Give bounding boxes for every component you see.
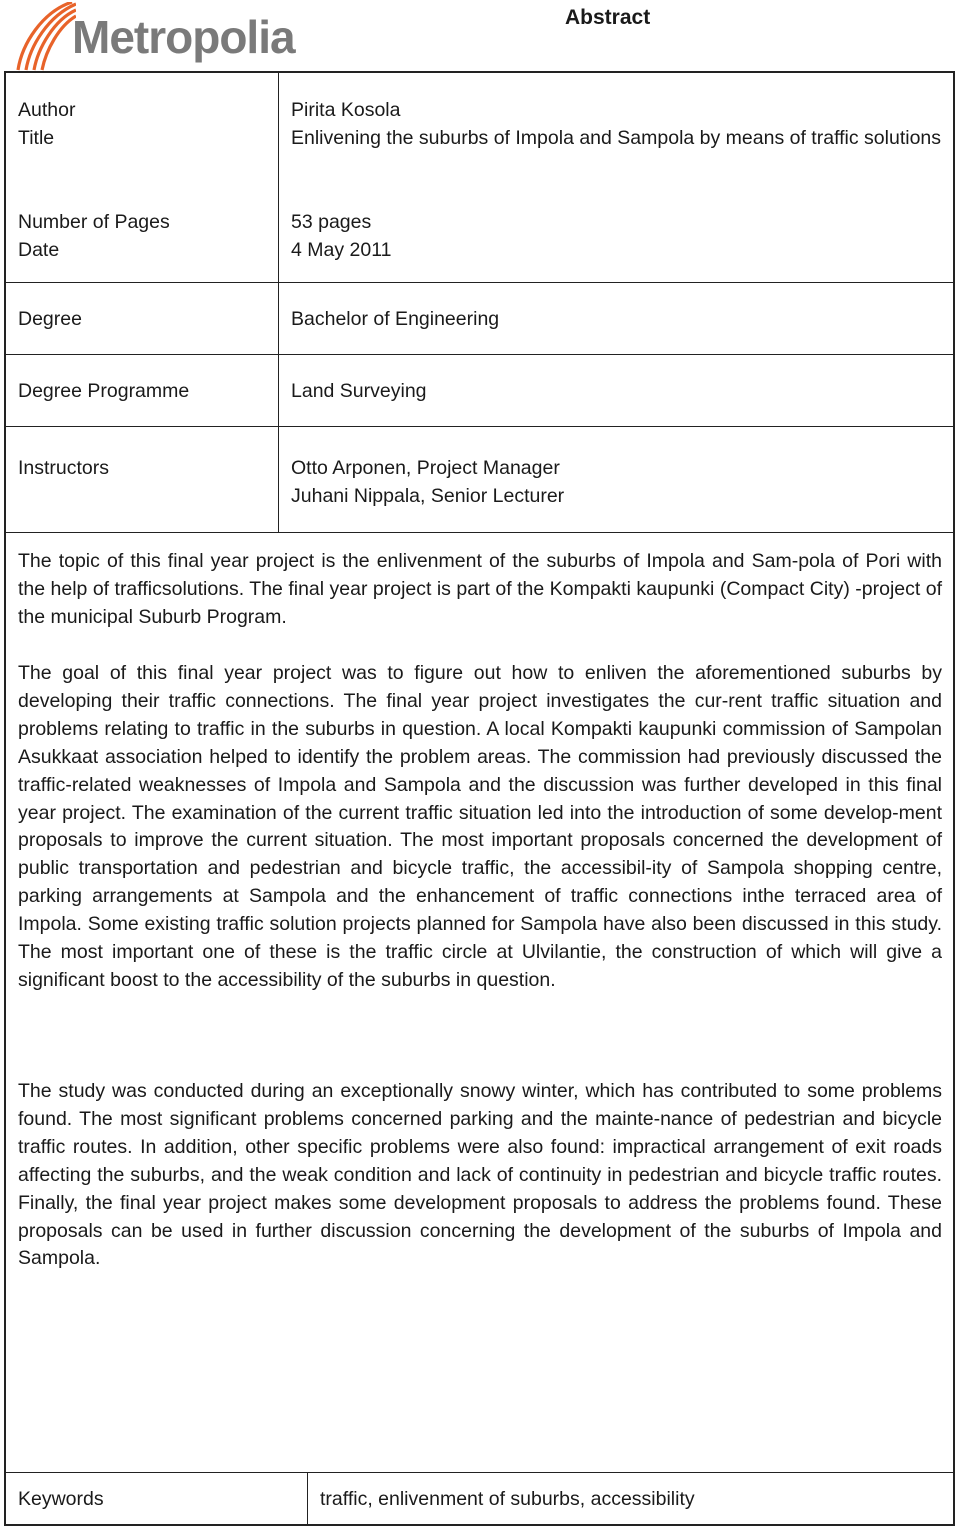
programme-row (6, 355, 953, 427)
keywords-row (6, 1472, 953, 1524)
pages-label: Number of Pages (18, 211, 170, 233)
author-value: Pirita Kosola (291, 99, 401, 121)
abstract-paragraph-1: The topic of this final year project is the enlivenment of the suburbs of Impola and Sam-pola of Pori with the help of trafficsolutions. The final year project is part of the Kompakti kaupunki (Compact City) -project of the municipal Suburb Program. (18, 550, 942, 628)
page-title: Abstract (565, 6, 651, 29)
abstract-paragraph-2: The goal of this final year project was to figure out how to enliven the aforementioned suburbs by developing their traffic connections. The final year project investigates the cur-rent traffic situation and problems relating to traffic in the suburbs in question. A local Kompakti kaupunki commission of Sampolan Asukkaat association helped to identify the problem areas. The commission had previously discussed the traffic-related weaknesses of Impola and Sampola and the discussion was further developed in this final year project. The examination of the current traffic situation led into the introduction of some develop-ment proposals to improve the current situation. The most important proposals concerned the development of public transportation and pedestrian and bicycle traffic, the accessibil-ity of Sampola shopping centre, parking arrangements at Sampola and the enhancement of traffic connections inthe terraced area of Impola. Some existing traffic solution projects planned for Sampola have also been discussed in this study. The most important one of these is the traffic circle at Ulvilantie, the construction of which will give a significant boost to the accessibility of the suburbs in question. (18, 662, 942, 991)
metropolia-logo (12, 2, 322, 72)
abstract-form (4, 71, 955, 1526)
degree-value: Bachelor of Engineering (291, 308, 500, 330)
logo-swoosh-icon (12, 2, 76, 72)
instructor-2: Juhani Nippala, Senior Lecturer (291, 485, 565, 507)
instructor-1: Otto Arponen, Project Manager (291, 457, 560, 479)
author-title-values (279, 73, 953, 282)
logo-wordmark: Metropolia (72, 11, 295, 63)
degree-value-cell (279, 283, 953, 354)
author-title-labels (6, 73, 279, 282)
instructors-label-cell (6, 427, 279, 532)
instructors-label: Instructors (18, 457, 110, 479)
programme-value: Land Surveying (291, 380, 427, 402)
programme-value-cell (279, 355, 953, 426)
pages-value: 53 pages (291, 211, 372, 233)
title-value: Enlivening the suburbs of Impola and Sampola by means of traffic solutions (291, 127, 942, 149)
instructors-row (6, 427, 953, 533)
keywords-label-cell (6, 1473, 308, 1524)
degree-label-cell (6, 283, 279, 354)
page-header (0, 0, 960, 72)
date-label: Date (18, 239, 60, 261)
programme-label: Degree Programme (18, 380, 190, 402)
author-title-row (6, 73, 953, 283)
abstract-paragraph-3: The study was conducted during an exceptionally snowy winter, which has contributed to some problems found. The most significant problems concerned parking and the mainte-nance of pedestrian and bicycle traffic routes. In addition, other specific problems were also found: impractical arrangement of exit roads affecting the suburbs, and the weak condition and lack of continuity in pedestrian and bicycle traffic routes. Finally, the final year project makes some development proposals to address the problems found. These proposals can be used in further discussion concerning the development of the suburbs of Impola and Sampola. (18, 1080, 942, 1270)
programme-label-cell (6, 355, 279, 426)
author-label: Author (18, 99, 76, 121)
degree-label: Degree (18, 308, 82, 330)
instructors-value-cell (279, 427, 953, 532)
degree-row (6, 283, 953, 355)
keywords-value: traffic, enlivenment of suburbs, accessibility (320, 1488, 695, 1510)
title-label: Title (18, 127, 55, 149)
date-value: 4 May 2011 (291, 239, 392, 261)
keywords-label: Keywords (18, 1488, 104, 1510)
